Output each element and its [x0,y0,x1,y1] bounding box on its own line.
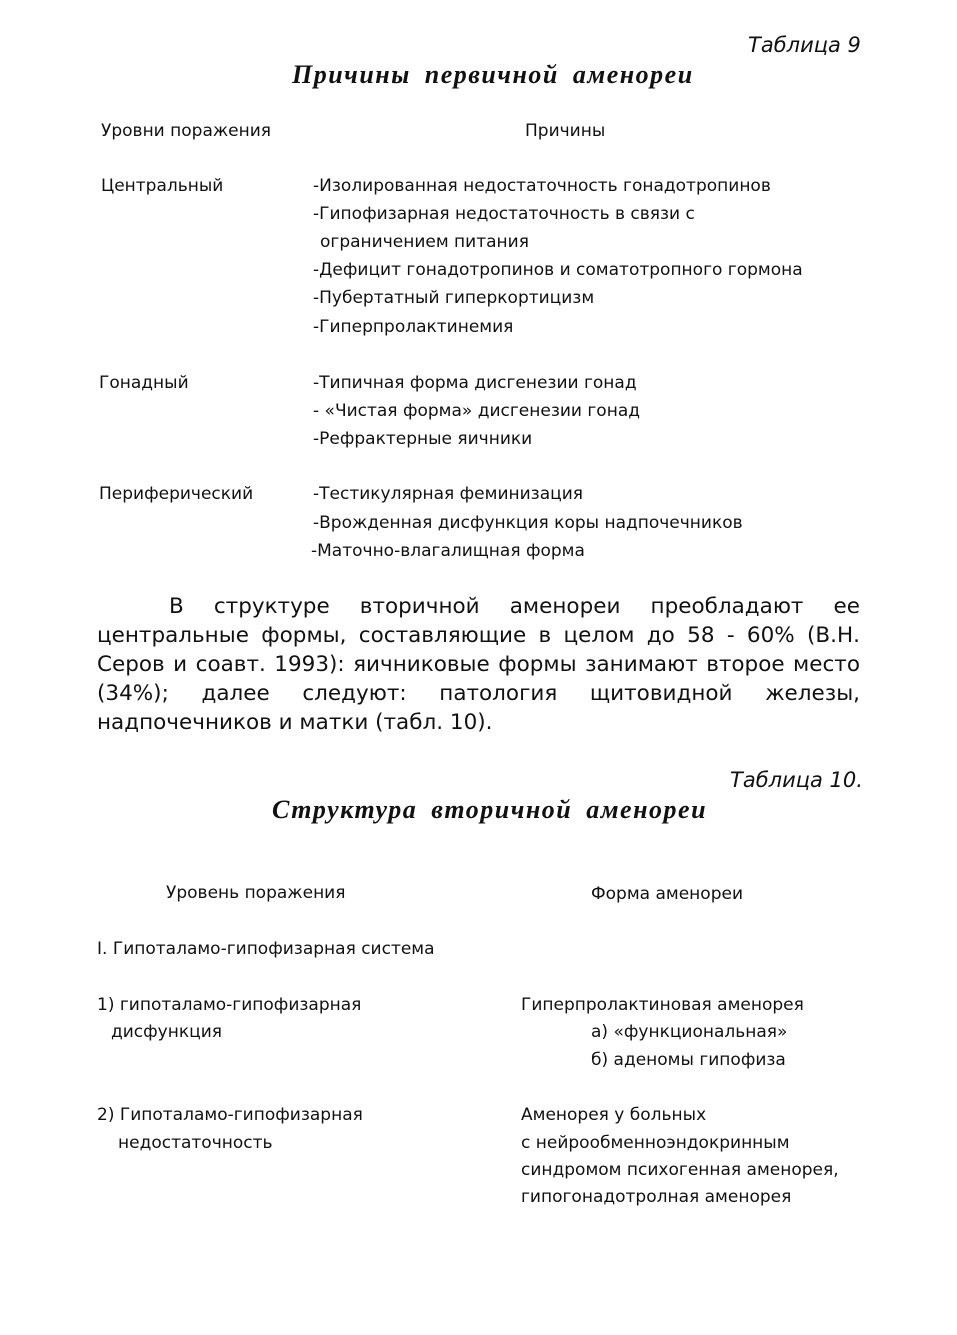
table10-section-heading: I. Гипоталамо-гипофизарная система [97,939,435,959]
table9-title: Причины первичной аменореи [292,60,694,89]
table9-cause: -Типичная форма дисгенезии гонад [313,373,637,393]
paragraph-text: В структуре вторичной аменореи преобладают ее центральные формы, составляющие в целом до 58 - 60% (В.Н. Серов и соавт. 1993): яичниковые формы занимают второе место (34%); далее следуют: патология щитовидной железы, надпочечников и матки (табл. 10). [97,594,860,735]
table10-item2-form: Аменорея у больных [521,1105,707,1125]
table10-col-form-header: Форма аменореи [591,884,743,904]
body-paragraph [97,592,860,737]
table10-title: Структура вторичной аменореи [272,795,708,824]
table10-item1-form: б) аденомы гипофиза [591,1050,786,1070]
table9-level-peripheral: Периферический [99,484,254,504]
table10-item2-form: с нейрообменноэндокринным [521,1133,790,1153]
table9-cause: -Маточно-влагалищная форма [311,541,585,561]
table9-cause: -Пубертатный гиперкортицизм [313,288,595,308]
table9-cause: -Изолированная недостаточность гонадотропинов [313,176,771,196]
table10-item1-level: дисфункция [111,1022,222,1042]
table9-cause: -Врожденная дисфункция коры надпочечников [313,513,743,533]
table9-cause: -Тестикулярная феминизация [313,484,583,504]
table10-item1-level: 1) гипоталамо-гипофизарная [97,995,362,1015]
table10-item2-form: синдромом психогенная аменорея, [521,1160,839,1180]
table10-col-level-header: Уровень поражения [166,883,346,903]
table10-item2-form: гипогонадотролная аменорея [521,1187,792,1207]
table9-level-gonadal: Гонадный [99,373,189,393]
table9-cause: ограничением питания [320,232,529,252]
table10-label: Таблица 10. [730,768,863,792]
table9-col-causes-header: Причины [525,121,606,141]
table9-cause: -Гиперпролактинемия [313,317,514,337]
table9-cause: -Дефицит гонадотропинов и соматотропного гормона [313,260,803,280]
table9-col-level-header: Уровни поражения [101,121,272,141]
table10-item2-level: 2) Гипоталамо-гипофизарная [97,1105,363,1125]
table10-item1-form: а) «функциональная» [591,1022,788,1042]
table9-cause: -Гипофизарная недостаточность в связи с [313,204,695,224]
table10-item1-form: Гиперпролактиновая аменорея [521,995,804,1015]
table10-item2-level: недостаточность [118,1133,273,1153]
table9-cause: -Рефрактерные яичники [313,429,533,449]
table9-cause: - «Чистая форма» дисгенезии гонад [313,401,640,421]
table9-label: Таблица 9 [748,33,861,57]
table9-level-central: Центральный [101,176,224,196]
